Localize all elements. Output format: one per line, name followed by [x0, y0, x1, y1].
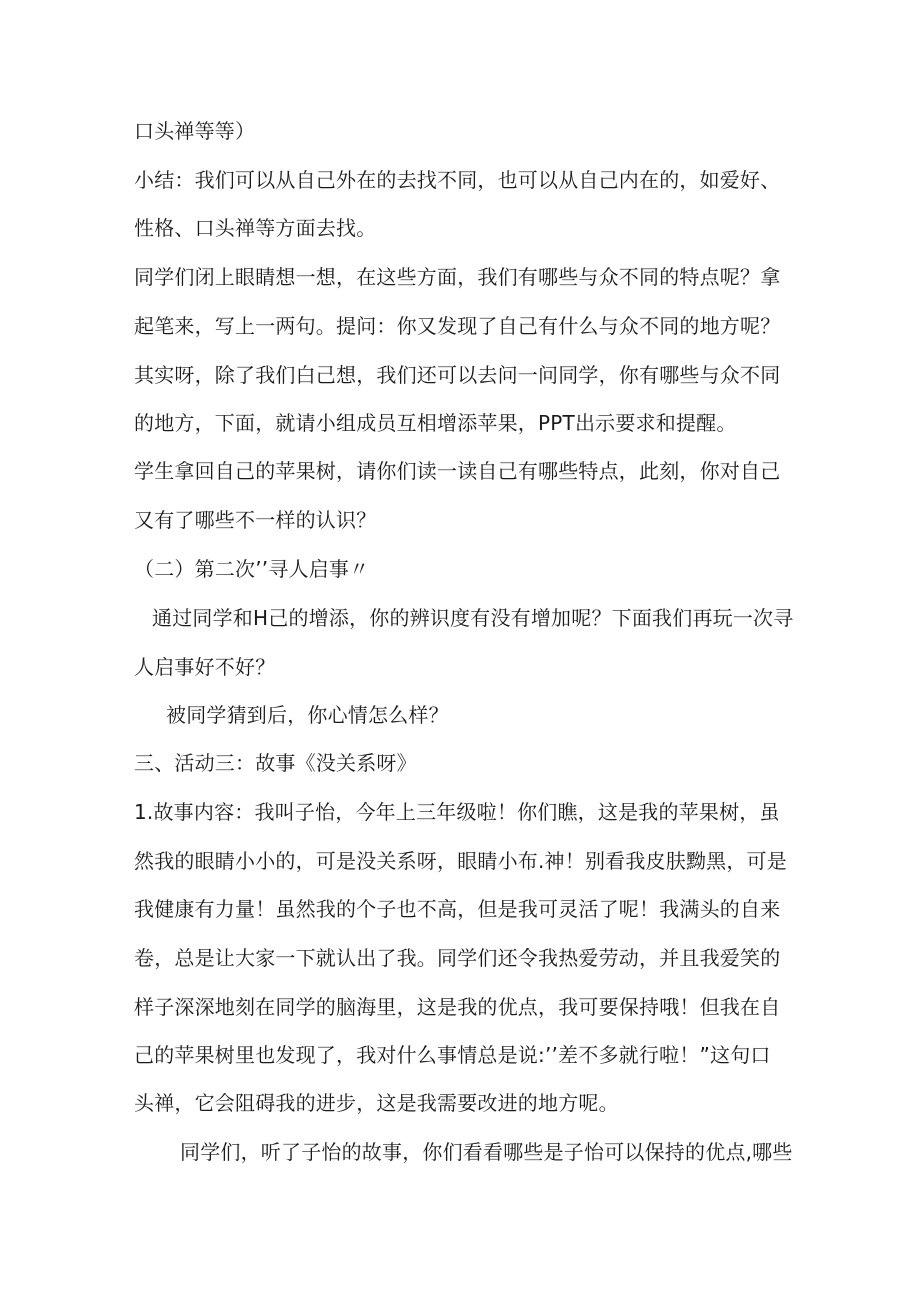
- text-line: 的地方，下面，就请小组成员互相增添苹果，PPT出示要求和提醒。: [134, 411, 737, 435]
- subheading: （二）第二次’’寻人启事〃: [134, 557, 370, 581]
- text-line: 被同学猜到后，你心情怎么样？: [166, 703, 449, 727]
- text-line: 性格、口头禅等方面去找。: [134, 216, 377, 240]
- story-line: 1.故事内容：我叫子怡，今年上三年级啦！你们瞧，这是我的苹果树，虽: [134, 800, 780, 824]
- text-line: 同学们闭上眼睛想一想，在这些方面，我们有哪些与众不同的特点呢？拿: [134, 265, 781, 289]
- text-line: 人启事好不好？: [134, 655, 276, 679]
- story-line: 然我的眼睛小小的，可是没关系呀，眼睛小布.神！别看我皮肤黝黑，可是: [134, 849, 787, 873]
- story-line: 样子深深地刻在同学的脑海里，这是我的优点，我可要保持哦！但我在自: [134, 995, 781, 1019]
- text-line: 同学们，听了子怡的故事，你们看看哪些是子怡可以保持的优点,哪些: [180, 1140, 793, 1164]
- section-heading: 三、活动三：故事《没关系呀》: [134, 751, 417, 775]
- story-line: 头禅，它会阻碍我的进步，这是我需要改进的地方呢。: [134, 1091, 619, 1115]
- story-line: 己的苹果树里也发现了，我对什么事情总是说:’’差不多就行啦！”这句口: [134, 1043, 771, 1067]
- text-line: 通过同学和H己的增添，你的辨识度有没有增加呢？下面我们再玩一次寻: [152, 606, 794, 630]
- story-line: 我健康有力量！虽然我的个子也不高，但是我可灵活了呢！我满头的自来: [134, 897, 781, 921]
- story-line: 卷，总是让大家一下就认出了我。同学们还令我热爱劳动，并且我爱笑的: [134, 946, 781, 970]
- text-line: 学生拿回自己的苹果树，请你们读一读自己有哪些特点，此刻，你对自己: [134, 459, 781, 483]
- text-line: 口头禅等等）: [134, 119, 256, 143]
- text-line: 又有了哪些不一样的认识？: [134, 508, 377, 532]
- text-line: 起笔来，写上一两句。提问：你又发现了自己有什么与众不同的地方呢？: [134, 314, 781, 338]
- text-line: 其实呀，除了我们白己想，我们还可以去问一问同学，你有哪些与众不同: [134, 363, 781, 387]
- summary-line: 小结：我们可以从自己外在的去找不同，也可以从自己内在的，如爱好、: [134, 168, 781, 192]
